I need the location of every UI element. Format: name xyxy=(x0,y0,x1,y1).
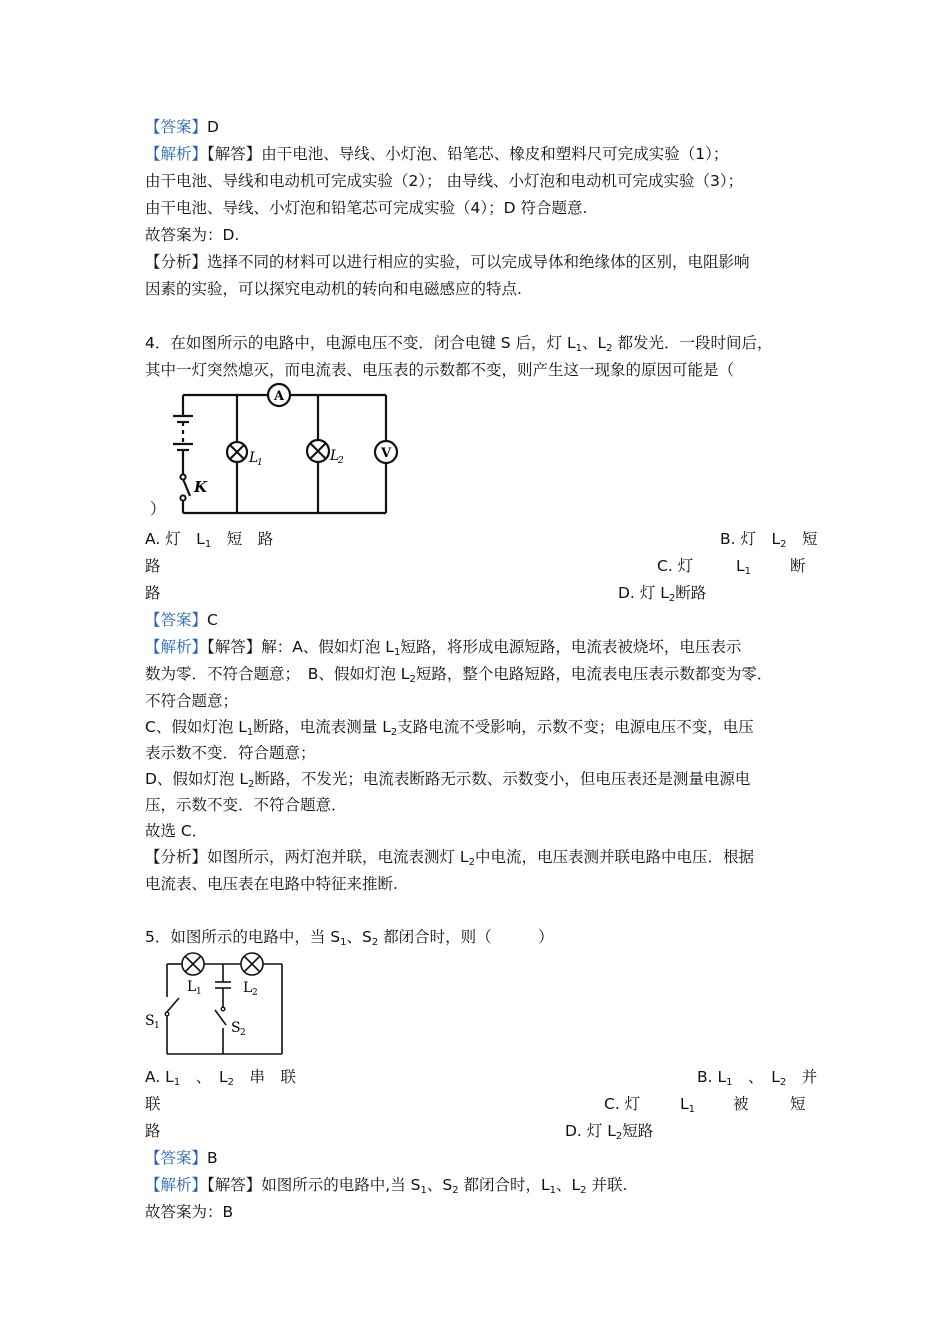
q5-option-b[interactable]: B. $L_1$ 、 $L_2$ 并 xyxy=(697,1068,818,1088)
q4-option-c-wrap: 路 xyxy=(145,584,161,602)
q4-analysis-line-3: 不符合题意； xyxy=(145,692,239,710)
q3-conclusion: 故答案为：D. xyxy=(145,226,240,244)
q4-option-c-duan: 断 xyxy=(790,557,806,575)
q5-option-c-lamp: $L_1$ xyxy=(680,1095,696,1115)
lamp-l1-sub: 1 xyxy=(257,458,263,468)
switch-s1-label: S xyxy=(145,1013,155,1029)
lamp-l1-label: L xyxy=(249,450,259,466)
q4-fenxi-line-1: 【分析】如图所示，两灯泡并联，电流表测灯 $L_2$中电流，电压表测并联电路中电压．根据 xyxy=(145,848,754,868)
q5-option-d[interactable]: D. 灯 $L_2$短路 xyxy=(565,1122,654,1142)
q4-option-b-wrap: 路 xyxy=(145,557,161,575)
lamp-l2-label: L xyxy=(243,980,253,996)
q5-option-c-bei: 被 xyxy=(733,1095,749,1113)
q3-fenxi-line-1: 【分析】选择不同的材料可以进行相应的实验，可以完成导体和绝缘体的区别，电阻影响 xyxy=(145,253,750,271)
q5-option-a[interactable]: A. $L_1$ 、 $L_2$ 串 联 xyxy=(145,1068,296,1088)
q3-analysis-line-1: 【解析】【解答】由干电池、导线、小灯泡、铅笔芯、橡皮和塑料尺可完成实验（1）； xyxy=(145,145,729,163)
q4-option-b[interactable]: B. 灯 $L_2$ 短 xyxy=(720,530,818,550)
q4-option-a[interactable]: A. 灯 $L_1$ 短 路 xyxy=(145,530,274,550)
switch-s2-sub: 2 xyxy=(240,1028,246,1038)
ammeter-label: A xyxy=(273,389,285,404)
q5-analysis-line-1: 【解析】【解答】如图所示的电路中,当 $S_1$、$S_2$ 都闭合时，$L_1$、$L_2$ 并联. xyxy=(145,1176,628,1196)
voltmeter-label: V xyxy=(380,446,392,461)
q4-fenxi-line-2: 电流表、电压表在电路中特征来推断. xyxy=(145,875,398,893)
q4-stem-line-1: 4．在如图所示的电路中，电源电压不变．闭合电键 S 后，灯 $L_1$、$L_2$ 都发光．一段时间后， xyxy=(145,334,773,354)
q4-analysis-line-1: 【解析】【解答】解：A、假如灯泡 $L_1$短路，将形成电源短路，电流表被烧坏，电压表示 xyxy=(145,638,742,658)
q3-analysis-line-2: 由干电池、导线和电动机可完成实验（2）； 由导线、小灯泡和电动机可完成实验（3）； xyxy=(145,172,744,190)
q4-option-d[interactable]: D. 灯 $L_2$断路 xyxy=(618,584,707,604)
switch-k-label: K xyxy=(194,478,208,496)
q5-option-c[interactable]: C. 灯 xyxy=(604,1095,641,1113)
q3-analysis-line-3: 由干电池、导线、小灯泡和铅笔芯可完成实验（4）；D 符合题意. xyxy=(145,199,588,217)
q5-option-c-duan: 短 xyxy=(790,1095,806,1113)
q4-option-c-lamp: $L_1$ xyxy=(736,557,752,577)
switch-s2-label: S xyxy=(231,1020,241,1036)
lamp-l1-sub: 1 xyxy=(196,987,202,997)
q5-conclusion: 故答案为：B xyxy=(145,1203,234,1221)
q3-fenxi-line-2: 因素的实验，可以探究电动机的转向和电磁感应的特点. xyxy=(145,280,522,298)
q4-close-paren: ） xyxy=(150,500,166,518)
q4-analysis-line-4: C、假如灯泡 $L_1$断路，电流表测量 $L_2$支路电流不受影响，示数不变；电源电压不变，电压 xyxy=(145,718,754,738)
q5-stem: 5．如图所示的电路中，当 $S_1$、$S_2$ 都闭合时，则（ ） xyxy=(145,928,554,948)
q4-conclusion: 故选 C． xyxy=(145,822,208,840)
lamp-l1-label: L xyxy=(187,979,197,995)
q5-option-b-wrap: 联 xyxy=(145,1095,161,1113)
q4-analysis-line-2: 数为零．不符合题意； B、假如灯泡 $L_2$短路，整个电路短路，电流表电压表示数都变为零． xyxy=(145,665,773,685)
q4-analysis-line-7: 压，示数不变．不符合题意． xyxy=(145,796,347,814)
q5-answer: 【答案】B xyxy=(145,1149,218,1167)
lamp-l2-sub: 2 xyxy=(252,988,258,998)
q4-option-c[interactable]: C. 灯 xyxy=(657,557,694,575)
q5-circuit-diagram xyxy=(140,950,290,1060)
q4-answer: 【答案】C xyxy=(145,611,218,629)
lamp-l2-label: L xyxy=(330,448,340,464)
q4-circuit-diagram xyxy=(165,382,395,518)
switch-s1-sub: 1 xyxy=(154,1021,160,1031)
q4-stem-line-2: 其中一灯突然熄灭，而电流表、电压表的示数都不变，则产生这一现象的原因可能是（ xyxy=(145,361,735,379)
q5-option-c-wrap: 路 xyxy=(145,1122,161,1140)
q3-answer: 【答案】D xyxy=(145,118,219,136)
q4-analysis-line-5: 表示数不变．符合题意； xyxy=(145,744,316,762)
lamp-l2-sub: 2 xyxy=(338,456,344,466)
q4-analysis-line-6: D、假如灯泡 $L_2$断路，不发光；电流表断路无示数、示数变小，但电压表还是测量电源电 xyxy=(145,770,751,790)
